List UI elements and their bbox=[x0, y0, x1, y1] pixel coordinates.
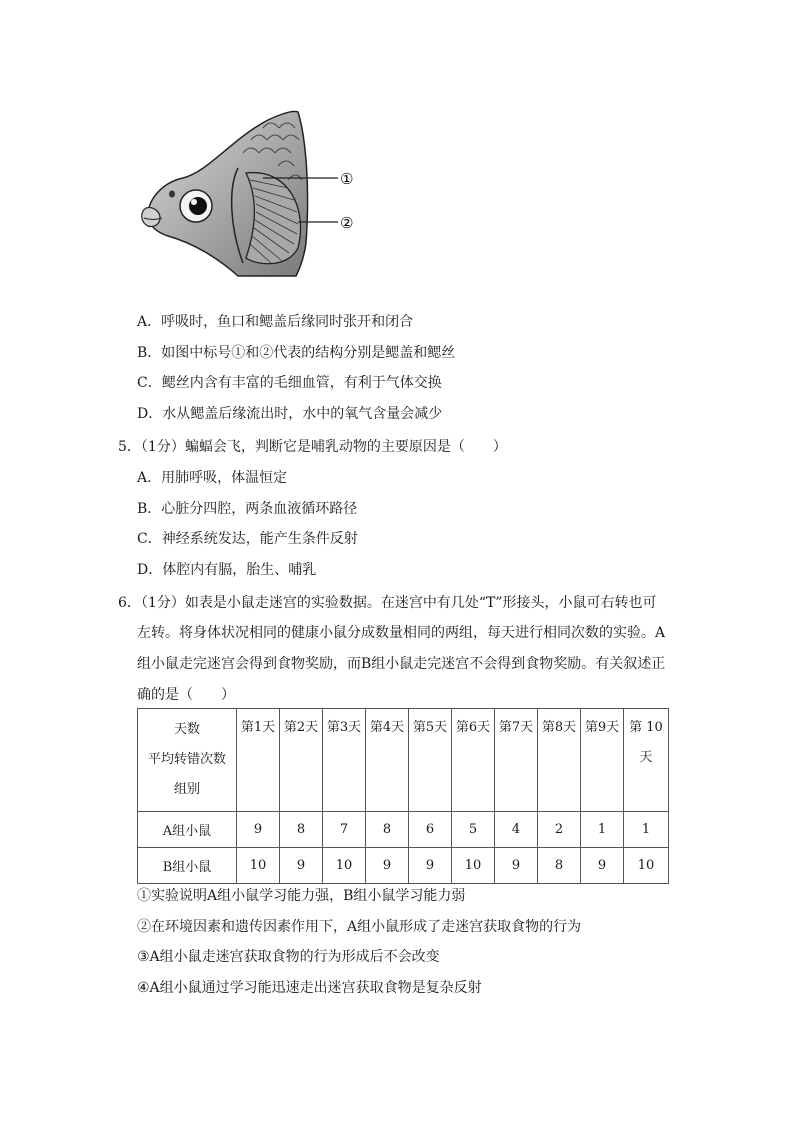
row-label-a: A组小鼠 bbox=[138, 812, 237, 848]
q6-statement-1: ①实验说明A组小鼠学习能力强，B组小鼠学习能力弱 bbox=[137, 888, 466, 904]
day-header: 第5天 bbox=[409, 709, 452, 812]
table-cell: 8 bbox=[366, 812, 409, 848]
table-cell: 10 bbox=[323, 848, 366, 884]
header-avg-errors: 平均转错次数 bbox=[147, 752, 226, 767]
day-header: 第2天 bbox=[280, 709, 323, 812]
table-cell: 7 bbox=[323, 812, 366, 848]
q4-option-a: A．呼吸时，鱼口和鳃盖后缘同时张开和闭合 bbox=[137, 314, 414, 330]
table-corner-header bbox=[138, 709, 237, 812]
table-cell: 6 bbox=[409, 812, 452, 848]
header-group: 组别 bbox=[173, 782, 200, 797]
table-cell: 2 bbox=[538, 812, 581, 848]
day-10-line-2: 天 bbox=[639, 750, 653, 765]
table-header-row bbox=[138, 709, 669, 812]
table-cell: 9 bbox=[581, 848, 624, 884]
day-header: 第1天 bbox=[237, 709, 280, 812]
table-cell: 8 bbox=[538, 848, 581, 884]
q6-stem-line-2: 左转。将身体状况相同的健康小鼠分成数量相同的两组，每天进行相同次数的实验。A bbox=[137, 625, 666, 641]
q5-option-b: B．心脏分四腔，两条血液循环路径 bbox=[137, 501, 358, 517]
q4-option-b: B．如图中标号①和②代表的结构分别是鳃盖和鳃丝 bbox=[137, 345, 456, 361]
label-2: ② bbox=[340, 214, 354, 232]
table-cell: 9 bbox=[409, 848, 452, 884]
q6-stem-line-3: 组小鼠走完迷宫会得到食物奖励，而B组小鼠走完迷宫不会得到食物奖励。有关叙述正 bbox=[137, 656, 666, 672]
q6-statement-2: ②在环境因素和遗传因素作用下，A组小鼠形成了走迷宫获取食物的行为 bbox=[137, 919, 582, 935]
fish-gill-illustration bbox=[138, 108, 368, 278]
table-cell: 8 bbox=[280, 812, 323, 848]
q5-option-d: D．体腔内有膈，胎生、哺乳 bbox=[137, 562, 317, 578]
day-header: 第9天 bbox=[581, 709, 624, 812]
q4-option-d: D．水从鳃盖后缘流出时，水中的氧气含量会减少 bbox=[137, 406, 443, 422]
header-days: 天数 bbox=[173, 722, 200, 737]
q5-option-a: A．用肺呼吸，体温恒定 bbox=[137, 470, 288, 486]
day-10-line-1: 第 10 bbox=[629, 720, 663, 735]
table-row-group-a bbox=[138, 812, 669, 848]
q6-stem-line-1: 6．（1分）如表是小鼠走迷宫的实验数据。在迷宫中有几处“T”形接头，小鼠可右转也可 bbox=[118, 595, 657, 611]
table-cell: 1 bbox=[581, 812, 624, 848]
q6-statement-4: ④A组小鼠通过学习能迅速走出迷宫获取食物是复杂反射 bbox=[137, 980, 482, 996]
table-cell: 10 bbox=[624, 848, 669, 884]
q6-stem-line-4: 确的是（ ） bbox=[137, 687, 235, 703]
table-cell: 5 bbox=[452, 812, 495, 848]
row-label-b: B组小鼠 bbox=[138, 848, 237, 884]
label-1: ① bbox=[340, 170, 354, 188]
table-row-group-b bbox=[138, 848, 669, 884]
table-cell: 4 bbox=[495, 812, 538, 848]
fish-head-figure bbox=[138, 108, 368, 278]
table-cell: 1 bbox=[624, 812, 669, 848]
q6-statement-3: ③A组小鼠走迷宫获取食物的行为形成后不会改变 bbox=[137, 949, 440, 965]
day-header: 第7天 bbox=[495, 709, 538, 812]
maze-data-table bbox=[137, 708, 669, 884]
day-header-10 bbox=[624, 709, 669, 812]
table-cell: 9 bbox=[237, 812, 280, 848]
q4-option-c: C．鳃丝内含有丰富的毛细血管，有利于气体交换 bbox=[137, 375, 442, 391]
table-cell: 9 bbox=[495, 848, 538, 884]
day-header: 第4天 bbox=[366, 709, 409, 812]
table-cell: 9 bbox=[280, 848, 323, 884]
table-cell: 9 bbox=[366, 848, 409, 884]
day-header: 第8天 bbox=[538, 709, 581, 812]
table-cell: 10 bbox=[452, 848, 495, 884]
day-header: 第3天 bbox=[323, 709, 366, 812]
q5-stem: 5．（1分）蝙蝠会飞，判断它是哺乳动物的主要原因是（ ） bbox=[118, 439, 507, 455]
table-cell: 10 bbox=[237, 848, 280, 884]
q5-option-c: C．神经系统发达，能产生条件反射 bbox=[137, 531, 358, 547]
day-header: 第6天 bbox=[452, 709, 495, 812]
